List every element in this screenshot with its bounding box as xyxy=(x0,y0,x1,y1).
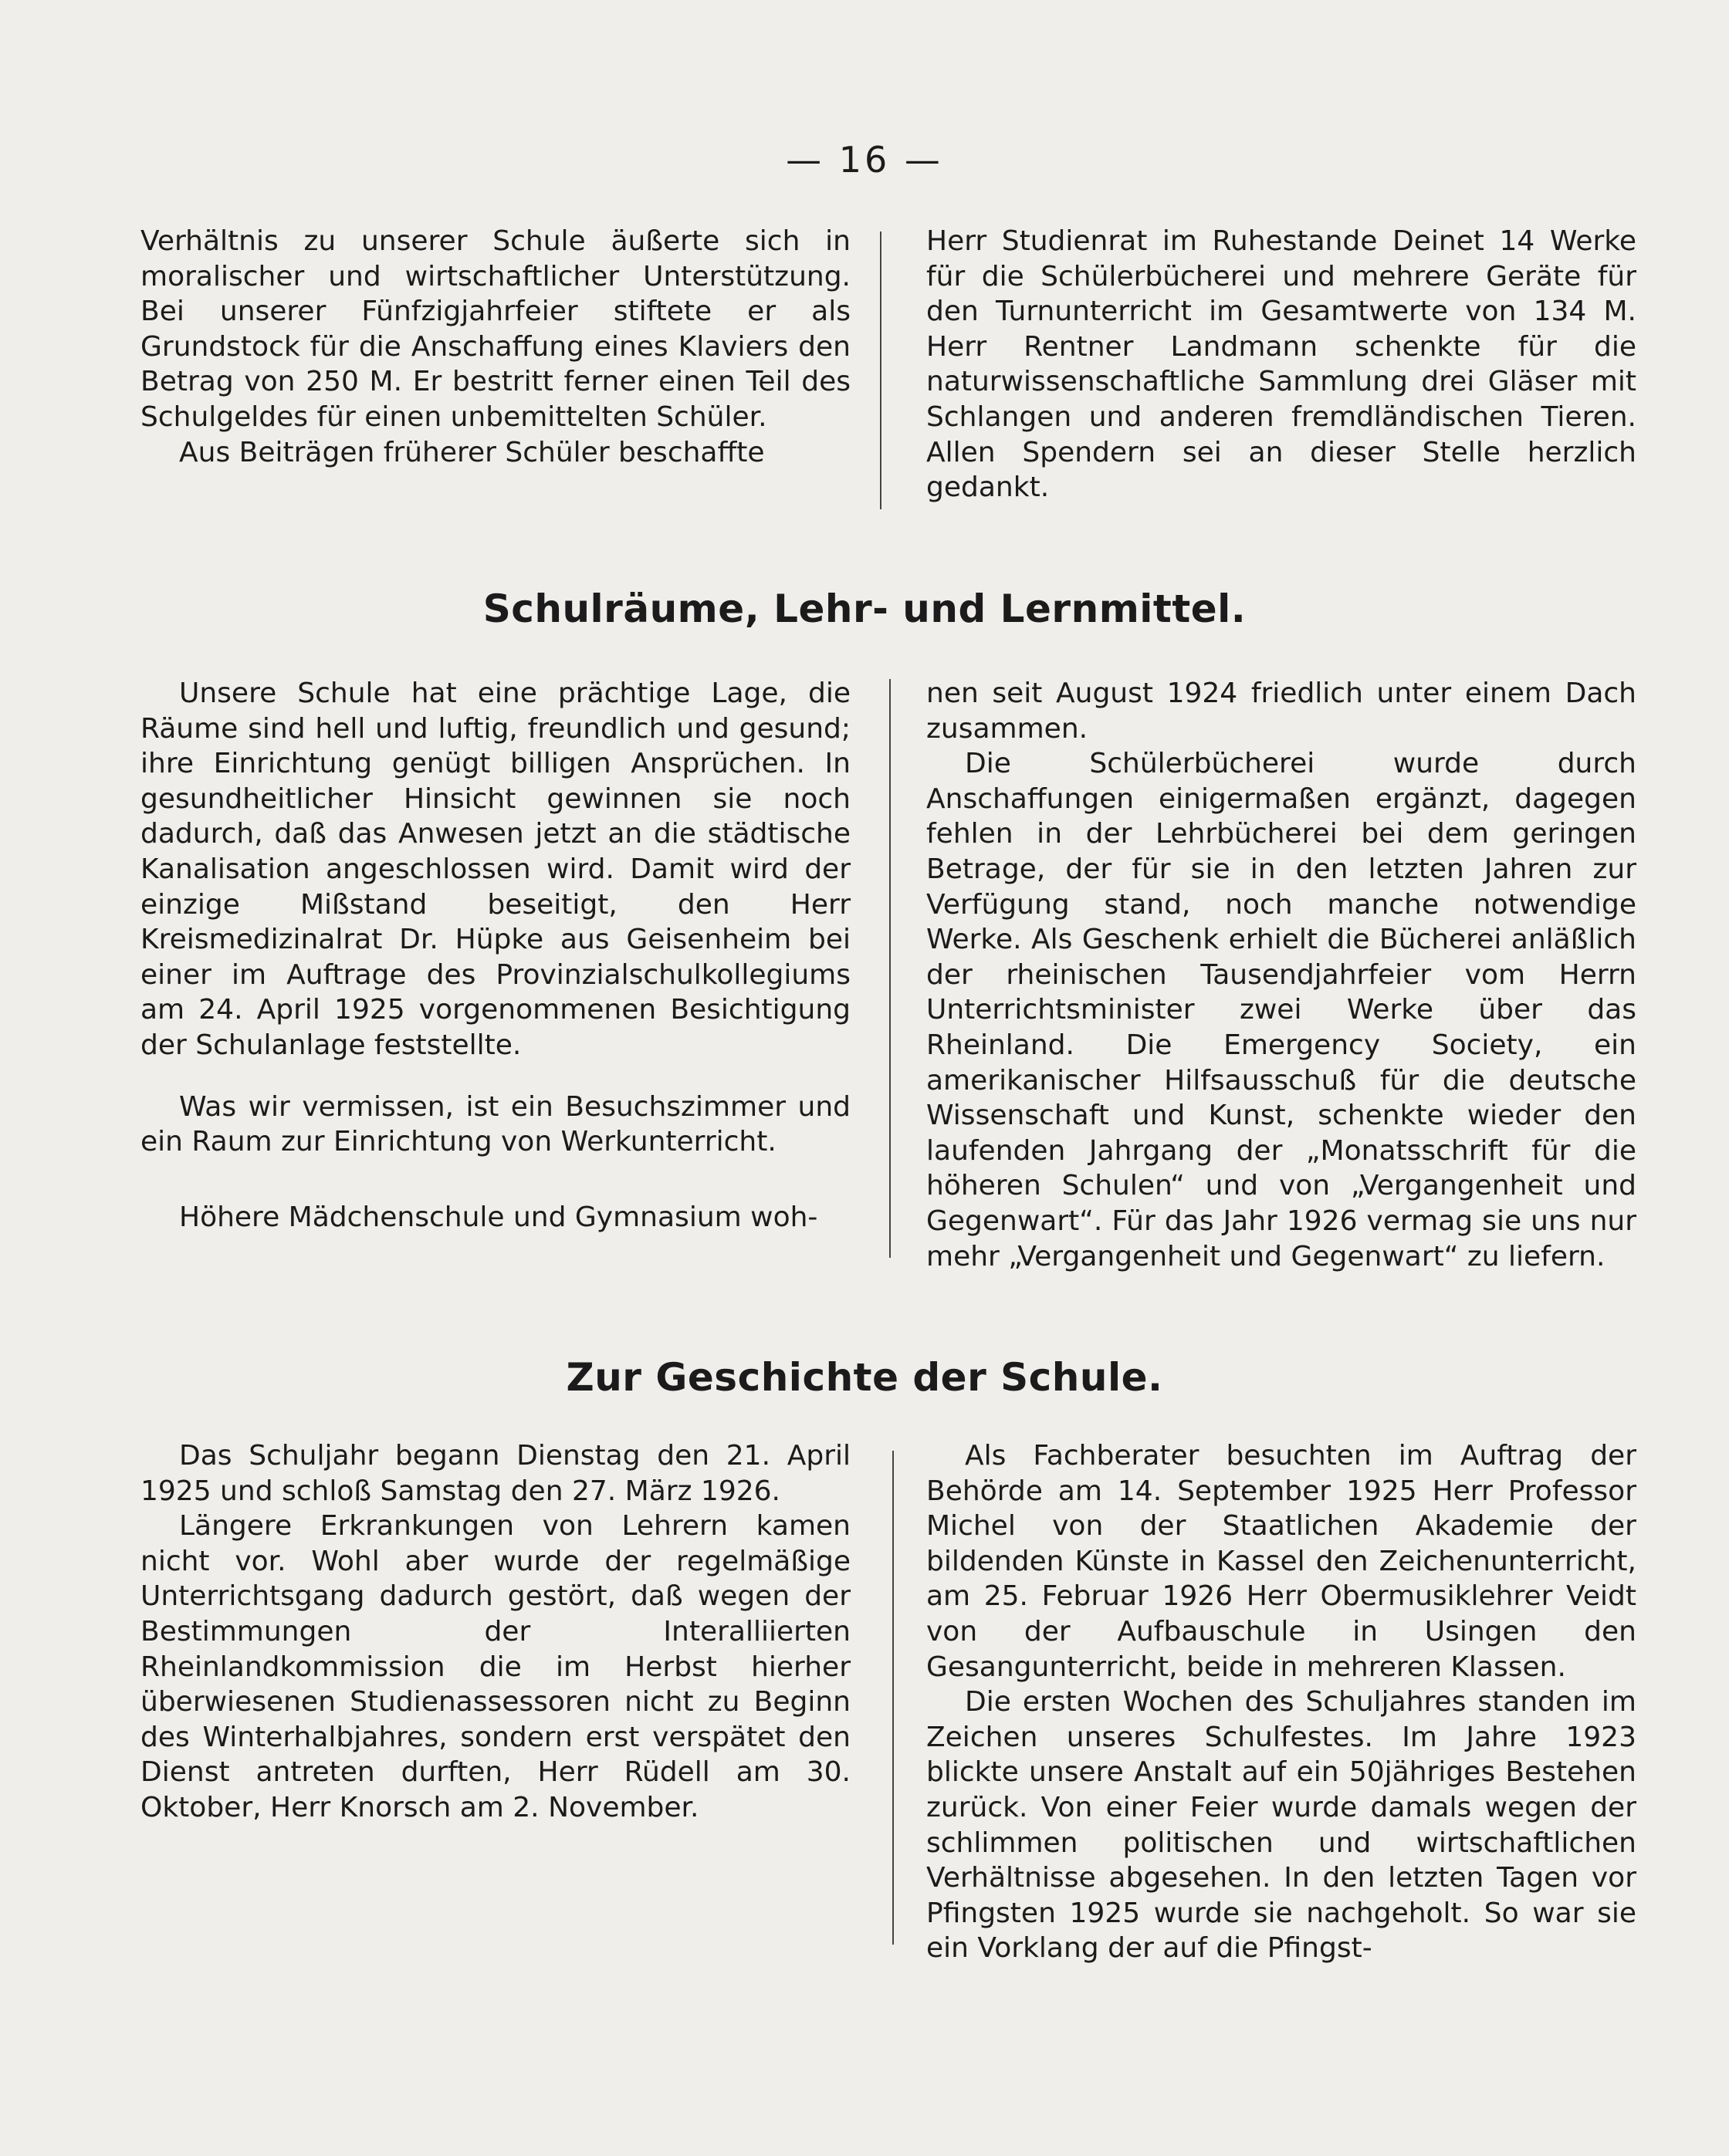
column-divider xyxy=(892,1451,894,1945)
paragraph: Die Schülerbücherei wurde durch Anschaffungen einigermaßen ergänzt, dagegen fehlen in der Lehrbücherei bei dem geringen Betrage, der für sie in den letzten Jahren zur Verfügung stand, noch manche notwendige Werke. Als Geschenk erhielt die Bücherei anläßlich der rheinischen Tausendjahrfeier vom Herrn Unterrichtsminister zwei Werke über das Rheinland. Die Emergency Society, ein amerikanischer Hilfsausschuß für die deutsche Wissenschaft und Kunst, schenkte wieder den laufenden Jahrgang der „Monatsschrift für die höheren Schulen“ und von „Vergangenheit und Gegenwart“. Für das Jahr 1926 vermag sie uns nur mehr „Vergangenheit und Gegenwart“ zu liefern. xyxy=(926,748,1636,1272)
column-divider xyxy=(880,231,881,509)
paragraph: Längere Erkrankungen von Lehrern kamen nicht vor. Wohl aber wurde der regelmäßige Unterrichtsgang dadurch gestört, daß wegen der Bestimmungen der Interalliierten Rheinlandkommission die im Herbst hierher überwiesenen Studienassessoren nicht zu Beginn des Winterhalbjahres, sondern erst verspätet den Dienst antreten durften, Herr Rüdell am 30. Oktober, Herr Knorsch am 2. November. xyxy=(140,1510,851,1823)
paragraph: Herr Studienrat im Ruhestande Deinet 14 Werke für die Schülerbücherei und mehrere Geräte für den Turnunterricht im Gesamtwerte von 134 M. Herr Rentner Landmann schenkte für die naturwissenschaftliche Sammlung drei Gläser mit Schlangen und anderen fremdländischen Tieren. Allen Spendern sei an dieser Stelle herzlich gedankt. xyxy=(926,225,1636,504)
section2-right-column xyxy=(926,676,1636,1274)
section1-right-column xyxy=(926,224,1636,505)
paragraph: Als Fachberater besuchten im Auftrag der Behörde am 14. September 1925 Herr Professor Michel von der Staatlichen Akademie der bildenden Künste in Kassel den Zeichenunterricht, am 25. Februar 1926 Herr Obermusiklehrer Veidt von der Aufbauschule in Usingen den Gesangunterricht, beide in mehreren Klassen. xyxy=(926,1440,1636,1683)
page-number: — 16 — xyxy=(786,139,943,181)
section2-left-column xyxy=(140,676,851,1235)
paragraph: Das Schuljahr begann Dienstag den 21. April 1925 und schloß Samstag den 27. März 1926. xyxy=(140,1440,851,1507)
paragraph: Höhere Mädchenschule und Gymnasium woh- xyxy=(179,1201,818,1233)
paragraph: Was wir vermissen, ist ein Besuchszimmer und ein Raum zur Einrichtung von Werkunterricht. xyxy=(140,1090,851,1158)
paragraph: Aus Beiträgen früherer Schüler beschaffte xyxy=(179,436,765,468)
section1-left-column xyxy=(140,224,851,470)
paragraph: Die ersten Wochen des Schuljahres standen im Zeichen unseres Schulfestes. Im Jahre 1923 blickte unsere Anstalt auf ein 50jähriges Bestehen zurück. Von einer Feier wurde damals wegen der schlimmen politischen und wirtschaftlichen Verhältnisse abgesehen. In den letzten Tagen vor Pfingsten 1925 wurde sie nachgeholt. So war sie ein Vorklang der auf die Pfingst- xyxy=(926,1686,1636,1965)
column-divider xyxy=(889,679,891,1258)
section-heading-geschichte: Zur Geschichte der Schule. xyxy=(566,1355,1163,1400)
paragraph: Verhältnis zu unserer Schule äußerte sich in moralischer und wirtschaftlicher Unterstützung. Bei unserer Fünfzigjahrfeier stiftete er als Grundstock für die Anschaffung eines Klaviers den Betrag von 250 M. Er bestritt ferner einen Teil des Schulgeldes für einen unbemittelten Schüler. xyxy=(140,225,851,433)
section-heading-schulraeume: Schulräume, Lehr- und Lernmittel. xyxy=(482,586,1247,631)
section3-left-column xyxy=(140,1438,851,1826)
paragraph: nen seit August 1924 friedlich unter einem Dach zusammen. xyxy=(926,678,1636,745)
section3-right-column xyxy=(926,1438,1636,1966)
paragraph: Unsere Schule hat eine prächtige Lage, die Räume sind hell und luftig, freundlich und gesund; ihre Einrichtung genügt billigen Ansprüchen. In gesundheitlicher Hinsicht gewinnen sie noch dadurch, daß das Anwesen jetzt an die städtische Kanalisation angeschlossen wird. Damit wird der einzige Mißstand beseitigt, den Herr Kreismedizinalrat Dr. Hüpke aus Geisenheim bei einer im Auftrage des Provinzialschulkollegiums am 24. April 1925 vorgenommenen Besichtigung der Schulanlage feststellte. xyxy=(140,678,851,1061)
